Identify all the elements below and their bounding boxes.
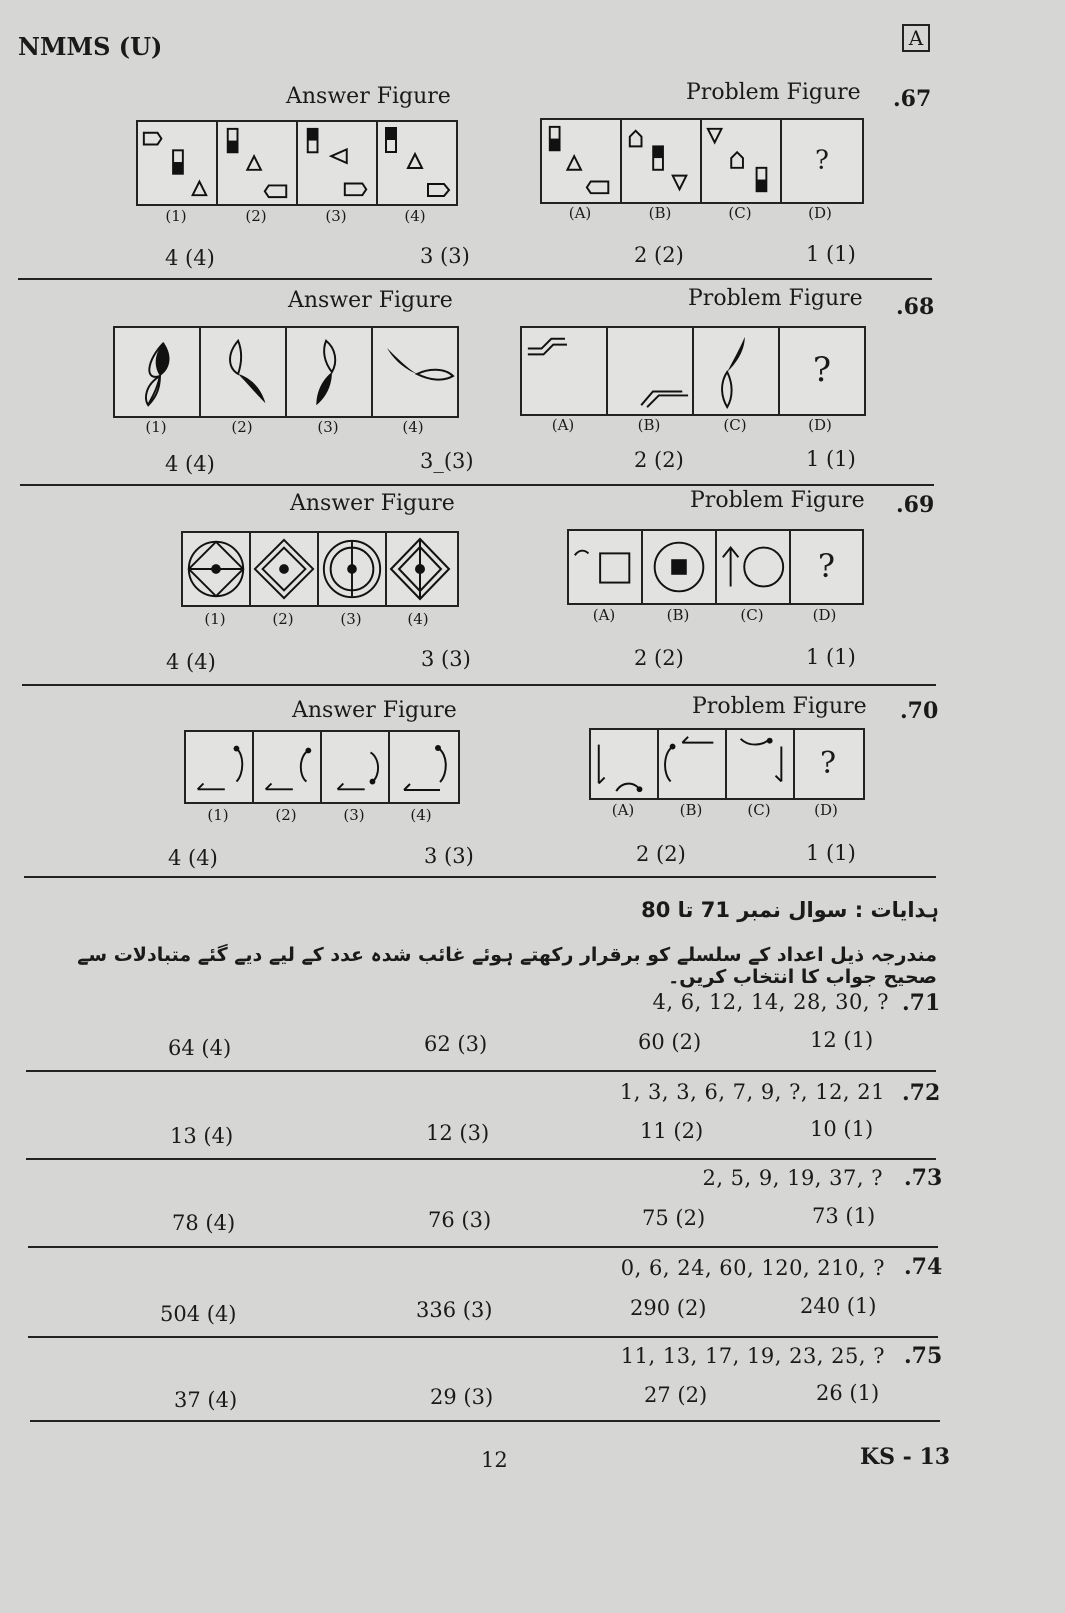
answer-figure-3 (319, 533, 387, 605)
answer-figure-4 (378, 122, 456, 204)
problem-figure-d (795, 730, 861, 798)
question-number: .67 (893, 86, 932, 112)
label-4: (4) (402, 418, 424, 436)
option-3[interactable]: 3_(3) (420, 449, 474, 473)
question-number: .69 (896, 492, 935, 518)
label-3: (3) (325, 207, 347, 225)
booklet-code-footer: KS - 13 (860, 1444, 951, 1470)
instructions-heading: ہدایات : سوال نمبر 71 تا 80 (641, 898, 939, 922)
problem-figure-b (622, 120, 702, 202)
problem-labels (589, 801, 861, 819)
option-2[interactable]: 2 (2) (634, 243, 684, 267)
label-1: (1) (145, 418, 167, 436)
answer-figure-3 (298, 122, 378, 204)
option-3[interactable]: 3 (3) (424, 844, 474, 868)
problem-labels (540, 204, 860, 222)
answer-figure-title: Answer Figure (286, 84, 451, 109)
option-1[interactable]: 1 (1) (806, 447, 856, 471)
page-number: 12 (481, 1448, 508, 1472)
label-b: (B) (666, 606, 690, 624)
label-d: (D) (812, 606, 837, 624)
answer-figure-2 (218, 122, 298, 204)
label-3: (3) (340, 610, 362, 628)
option-3[interactable]: 76 (3) (428, 1208, 492, 1232)
answer-figures (181, 531, 459, 607)
option-3[interactable]: 3 (3) (420, 244, 470, 268)
option-1[interactable]: 240 (1) (800, 1294, 877, 1318)
problem-figure-a (591, 730, 659, 798)
problem-figure-title: Problem Figure (686, 80, 861, 105)
question-number: .68 (896, 294, 935, 320)
option-4[interactable]: 64 (4) (168, 1036, 232, 1060)
problem-figure-c (727, 730, 795, 798)
label-a: (A) (592, 606, 616, 624)
exam-title: NMMS (U) (18, 32, 163, 61)
answer-figures (136, 120, 458, 206)
option-2[interactable]: 2 (2) (634, 646, 684, 670)
answer-figures (184, 730, 460, 804)
problem-figure-a (542, 120, 622, 202)
sequence: 0, 6, 24, 60, 120, 210, ? (620, 1256, 885, 1280)
instructions-text: مندرجہ ذیل اعداد کے سلسلے کو برقرار رکھتے ہوئے غائب شدہ عدد کے لیے دیے گئے متبادلات سے صحیح جواب کا انتخاب کریں۔ (77, 944, 937, 988)
answer-labels (136, 207, 454, 225)
label-a: (A) (568, 204, 592, 222)
answer-figure-title: Answer Figure (290, 491, 455, 516)
answer-figure-1 (115, 328, 201, 416)
label-d: (D) (814, 801, 838, 819)
divider (28, 1336, 938, 1338)
option-2[interactable]: 60 (2) (638, 1030, 702, 1054)
label-b: (B) (637, 416, 661, 434)
option-4[interactable]: 4 (4) (166, 650, 216, 674)
option-1[interactable]: 1 (1) (806, 242, 856, 266)
label-d: (D) (808, 204, 832, 222)
divider (20, 484, 934, 486)
question-number: .70 (900, 698, 939, 724)
problem-figure-b (659, 730, 727, 798)
question-mark: ? (819, 745, 837, 781)
divider (22, 684, 936, 686)
problem-figure-d (782, 120, 862, 202)
answer-figure-3 (322, 732, 390, 802)
option-4[interactable]: 504 (4) (160, 1302, 237, 1326)
problem-labels (567, 606, 860, 624)
option-1[interactable]: 10 (1) (810, 1117, 874, 1141)
problem-figures (520, 326, 866, 416)
option-1[interactable]: 1 (1) (806, 645, 856, 669)
divider (26, 1070, 936, 1072)
option-3[interactable]: 12 (3) (426, 1121, 490, 1145)
option-4[interactable]: 4 (4) (168, 846, 218, 870)
answer-labels (184, 806, 456, 824)
problem-figures (540, 118, 864, 204)
answer-figure-title: Answer Figure (288, 288, 453, 313)
problem-labels (520, 416, 862, 434)
label-a: (A) (551, 416, 575, 434)
label-1: (1) (204, 610, 226, 628)
sequence: 2, 5, 9, 19, 37, ? (702, 1166, 883, 1190)
answer-figure-1 (183, 533, 251, 605)
divider (18, 278, 932, 280)
option-2[interactable]: 27 (2) (644, 1383, 708, 1407)
answer-figure-4 (373, 328, 457, 416)
option-1[interactable]: 73 (1) (812, 1204, 876, 1228)
label-2: (2) (245, 207, 267, 225)
option-2[interactable]: 290 (2) (630, 1296, 707, 1320)
option-4[interactable]: 37 (4) (174, 1388, 238, 1412)
label-2: (2) (272, 610, 294, 628)
sequence: 4, 6, 12, 14, 28, 30, ? (652, 990, 889, 1014)
problem-figure-c (702, 120, 782, 202)
option-2[interactable]: 75 (2) (642, 1206, 706, 1230)
label-4: (4) (407, 610, 429, 628)
question-number: .71 (902, 990, 941, 1016)
option-4[interactable]: 4 (4) (165, 246, 215, 270)
problem-figures (589, 728, 865, 800)
label-c: (C) (747, 801, 771, 819)
question-mark: ? (812, 350, 832, 391)
option-1[interactable]: 26 (1) (816, 1381, 880, 1405)
answer-figure-4 (390, 732, 456, 802)
label-a: (A) (611, 801, 635, 819)
option-3[interactable]: 336 (3) (416, 1298, 493, 1322)
question-number: .75 (904, 1343, 943, 1369)
question-mark: ? (817, 547, 836, 586)
label-2: (2) (231, 418, 253, 436)
label-b: (B) (648, 204, 672, 222)
answer-figure-3 (287, 328, 373, 416)
problem-figure-a (569, 531, 643, 603)
label-3: (3) (343, 806, 365, 824)
option-3[interactable]: 3 (3) (421, 647, 471, 671)
label-4: (4) (404, 207, 426, 225)
option-1[interactable]: 1 (1) (806, 841, 856, 865)
label-1: (1) (165, 207, 187, 225)
problem-figures (567, 529, 864, 605)
label-1: (1) (207, 806, 229, 824)
option-3[interactable]: 29 (3) (430, 1385, 494, 1409)
option-4[interactable]: 4 (4) (165, 452, 215, 476)
sequence: 11, 13, 17, 19, 23, 25, ? (620, 1344, 885, 1368)
booklet-code: A (902, 24, 930, 52)
option-3[interactable]: 62 (3) (424, 1032, 488, 1056)
problem-figure-a (522, 328, 608, 414)
answer-figure-2 (201, 328, 287, 416)
label-c: (C) (728, 204, 752, 222)
divider (26, 1158, 936, 1160)
problem-figure-d (791, 531, 862, 603)
answer-labels (113, 418, 455, 436)
label-d: (D) (808, 416, 832, 434)
label-2: (2) (275, 806, 297, 824)
label-3: (3) (317, 418, 339, 436)
problem-figure-b (608, 328, 694, 414)
divider (30, 1420, 940, 1422)
problem-figure-title: Problem Figure (688, 286, 863, 311)
option-2[interactable]: 2 (2) (636, 842, 686, 866)
sequence: 1, 3, 3, 6, 7, 9, ?, 12, 21 (619, 1080, 885, 1104)
question-number: .74 (904, 1254, 943, 1280)
answer-figure-1 (186, 732, 254, 802)
answer-figure-4 (387, 533, 453, 605)
answer-figure-1 (138, 122, 218, 204)
answer-figure-title: Answer Figure (292, 698, 457, 723)
label-b: (B) (679, 801, 703, 819)
answer-figures (113, 326, 459, 418)
problem-figure-b (643, 531, 717, 603)
problem-figure-c (717, 531, 791, 603)
answer-figure-2 (251, 533, 319, 605)
option-4[interactable]: 78 (4) (172, 1211, 236, 1235)
option-2[interactable]: 11 (2) (640, 1119, 704, 1143)
option-2[interactable]: 2 (2) (634, 448, 684, 472)
question-mark: ? (815, 145, 829, 176)
answer-figure-2 (254, 732, 322, 802)
label-c: (C) (723, 416, 747, 434)
divider (24, 876, 936, 878)
problem-figure-title: Problem Figure (692, 694, 867, 719)
problem-figure-d (780, 328, 864, 414)
label-4: (4) (410, 806, 432, 824)
problem-figure-title: Problem Figure (690, 488, 865, 513)
answer-labels (181, 610, 455, 628)
option-1[interactable]: 12 (1) (810, 1028, 874, 1052)
divider (28, 1246, 938, 1248)
problem-figure-c (694, 328, 780, 414)
question-number: .72 (902, 1080, 941, 1106)
question-number: .73 (904, 1165, 943, 1191)
label-c: (C) (740, 606, 764, 624)
option-4[interactable]: 13 (4) (170, 1124, 234, 1148)
